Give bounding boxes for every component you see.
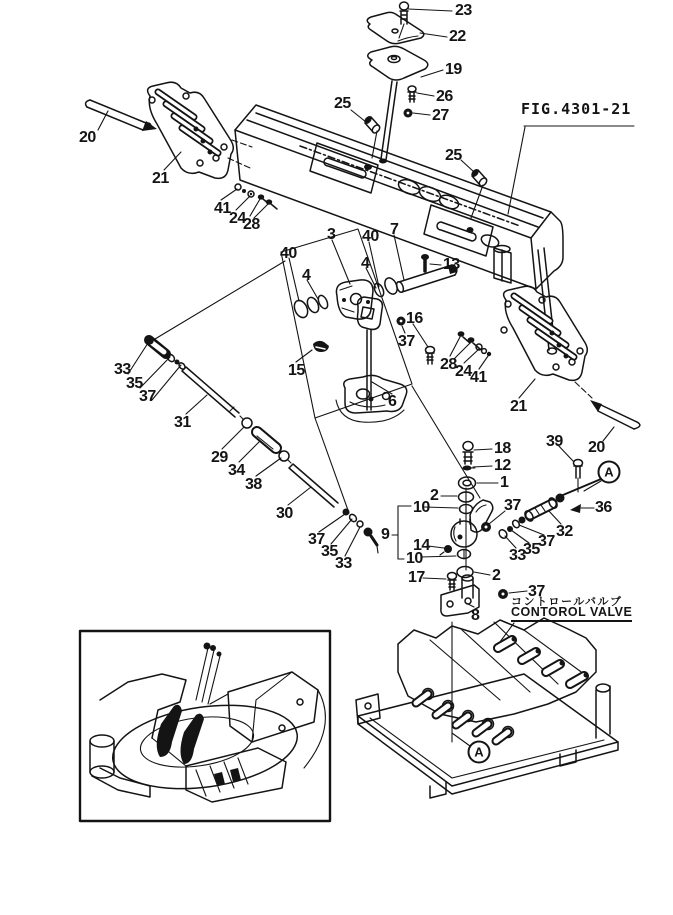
left-lever-plate — [86, 82, 277, 209]
part-callout: 37 — [538, 533, 555, 550]
part-callout: 27 — [432, 107, 449, 124]
part-callout: 1 — [500, 474, 509, 491]
control-valve-assembly — [356, 618, 618, 798]
part-callout: 35 — [126, 375, 143, 392]
part-callout: 37 — [528, 583, 545, 600]
part-callout: 38 — [245, 476, 262, 493]
part-callout: 2 — [492, 567, 501, 584]
part-callout: 4 — [361, 255, 370, 272]
part-callout: 20 — [79, 129, 96, 146]
right-lever-plate — [458, 248, 640, 429]
part-callout: 4 — [302, 267, 311, 284]
valve-ports — [416, 689, 514, 742]
view-marker: A — [598, 461, 621, 484]
part-callout: 29 — [211, 449, 228, 466]
part-callout: 41 — [214, 200, 231, 217]
part-callout: 37 — [308, 531, 325, 548]
machine-location-inset — [80, 631, 330, 821]
view-marker: A — [468, 741, 491, 764]
part-callout: 31 — [174, 414, 191, 431]
part-callout: 10 — [406, 550, 423, 567]
part-callout: 26 — [436, 88, 453, 105]
part-callout: 25 — [334, 95, 351, 112]
part-callout: 39 — [546, 433, 563, 450]
part-callout: 2 — [430, 487, 439, 504]
part-callout: 9 — [381, 526, 390, 543]
part-callout: 21 — [152, 170, 169, 187]
part-callout: 8 — [471, 607, 480, 624]
part-callout: 37 — [139, 388, 156, 405]
figure-number: FIG.4301-21 — [521, 100, 632, 118]
valve-label-japanese: コントロールバルブ — [511, 595, 623, 608]
part-callout: 36 — [595, 499, 612, 516]
part-callout: 19 — [445, 61, 462, 78]
part-callout: 33 — [509, 547, 526, 564]
part-callout: 3 — [327, 226, 336, 243]
part-callout: 35 — [321, 543, 338, 560]
part-callout: 15 — [288, 362, 305, 379]
part-callout: 16 — [406, 310, 423, 327]
part-callout: 40 — [362, 228, 379, 245]
left-linkage-rods — [143, 334, 378, 553]
part-callout: 30 — [276, 505, 293, 522]
part-callout: 14 — [413, 537, 430, 554]
part-callout: 23 — [455, 2, 472, 19]
part-callout: 6 — [388, 393, 397, 410]
part-callout: 28 — [440, 356, 457, 373]
part-callout: 20 — [588, 439, 605, 456]
part-callout: 24 — [455, 363, 472, 380]
part-callout: 35 — [523, 541, 540, 558]
part-callout: 24 — [229, 210, 246, 227]
part-callout: 21 — [510, 398, 527, 415]
part-callout: 28 — [243, 216, 260, 233]
part-callout: 32 — [556, 523, 573, 540]
part-callout: 25 — [445, 147, 462, 164]
part-callout: 17 — [408, 569, 425, 586]
part-callout: 18 — [494, 440, 511, 457]
part-callout: 13 — [443, 256, 460, 273]
part-callout: 40 — [280, 245, 297, 262]
part-callout: 34 — [228, 462, 245, 479]
part-callout: 33 — [114, 361, 131, 378]
part-callout: 37 — [504, 497, 521, 514]
part-callout: 12 — [494, 457, 511, 474]
valve-label-english: CONTOROL VALVE — [511, 605, 632, 622]
part-callout: 7 — [390, 221, 399, 238]
part-callout: 22 — [449, 28, 466, 45]
part-callout: 37 — [398, 333, 415, 350]
part-callout: 41 — [470, 369, 487, 386]
part-callout: 33 — [335, 555, 352, 572]
part-callout: 10 — [413, 499, 430, 516]
